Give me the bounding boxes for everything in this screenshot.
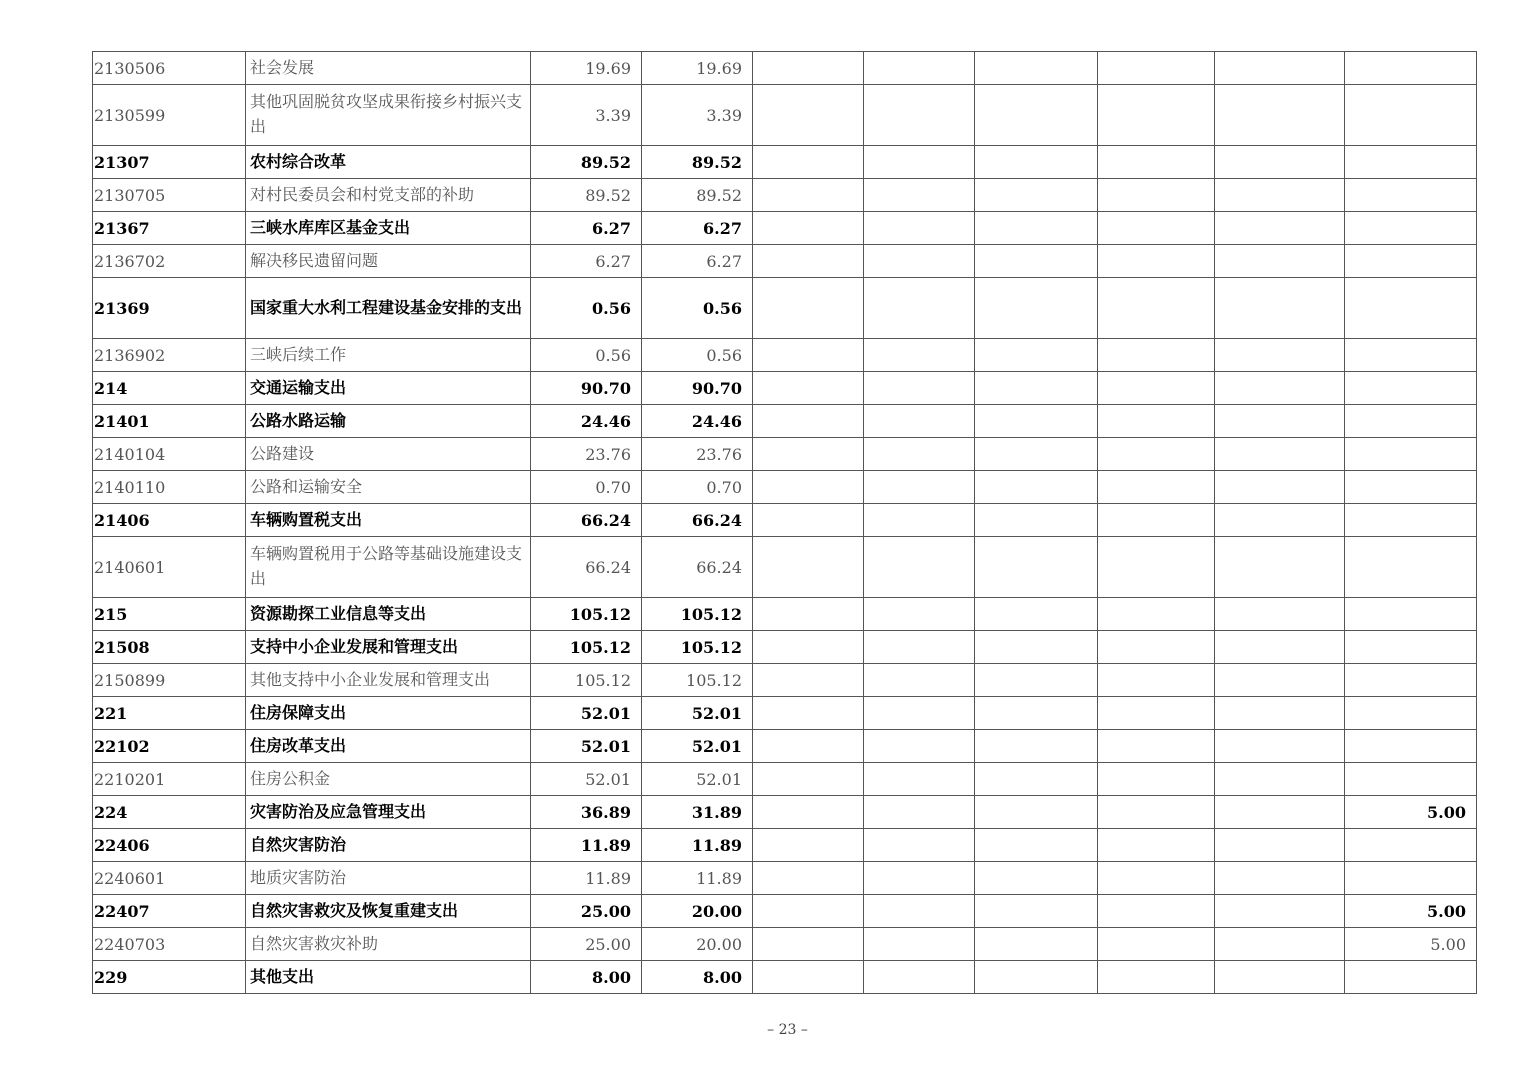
- table-row: [93, 928, 1477, 961]
- cell-total: 3.39: [531, 85, 642, 146]
- cell-col5: [753, 245, 864, 278]
- cell-basic-expenditure: 6.27: [642, 245, 753, 278]
- cell-col10: [1345, 52, 1477, 85]
- table-body: [93, 52, 1477, 994]
- cell-total: 89.52: [531, 146, 642, 179]
- cell-code: 21401: [93, 405, 246, 438]
- cell-col10: [1345, 372, 1477, 405]
- cell-col10: 5.00: [1345, 928, 1477, 961]
- cell-col8: [1098, 664, 1215, 697]
- cell-basic-expenditure: 52.01: [642, 730, 753, 763]
- cell-col6: [864, 598, 975, 631]
- cell-col9: [1215, 52, 1345, 85]
- cell-basic-expenditure: 11.89: [642, 862, 753, 895]
- table-row: [93, 405, 1477, 438]
- cell-col6: [864, 537, 975, 598]
- table-row: [93, 763, 1477, 796]
- cell-col5: [753, 339, 864, 372]
- cell-code: 215: [93, 598, 246, 631]
- cell-col8: [1098, 598, 1215, 631]
- cell-basic-expenditure: 89.52: [642, 146, 753, 179]
- table-row: [93, 598, 1477, 631]
- cell-item-name: 其他支出: [246, 961, 531, 994]
- cell-col7: [975, 631, 1098, 664]
- cell-col7: [975, 895, 1098, 928]
- cell-col9: [1215, 829, 1345, 862]
- cell-col10: [1345, 212, 1477, 245]
- cell-code: 2130599: [93, 85, 246, 146]
- cell-col5: [753, 537, 864, 598]
- cell-col10: 5.00: [1345, 895, 1477, 928]
- cell-col10: [1345, 85, 1477, 146]
- table-row: [93, 537, 1477, 598]
- cell-code: 221: [93, 697, 246, 730]
- table-row: [93, 85, 1477, 146]
- cell-col6: [864, 697, 975, 730]
- cell-code: 2150899: [93, 664, 246, 697]
- cell-col8: [1098, 372, 1215, 405]
- cell-code: 2136902: [93, 339, 246, 372]
- cell-col9: [1215, 339, 1345, 372]
- cell-col10: 5.00: [1345, 796, 1477, 829]
- cell-basic-expenditure: 0.70: [642, 471, 753, 504]
- cell-item-name: 解决移民遗留问题: [246, 245, 531, 278]
- cell-col7: [975, 212, 1098, 245]
- cell-col7: [975, 245, 1098, 278]
- cell-col10: [1345, 278, 1477, 339]
- cell-col7: [975, 598, 1098, 631]
- cell-basic-expenditure: 105.12: [642, 598, 753, 631]
- cell-col9: [1215, 212, 1345, 245]
- cell-basic-expenditure: 66.24: [642, 504, 753, 537]
- cell-code: 214: [93, 372, 246, 405]
- cell-code: 21369: [93, 278, 246, 339]
- cell-total: 52.01: [531, 763, 642, 796]
- cell-total: 0.56: [531, 339, 642, 372]
- cell-col5: [753, 763, 864, 796]
- cell-item-name: 车辆购置税用于公路等基础设施建设支出: [246, 537, 531, 598]
- cell-col6: [864, 179, 975, 212]
- cell-col10: [1345, 631, 1477, 664]
- cell-col9: [1215, 763, 1345, 796]
- cell-col10: [1345, 245, 1477, 278]
- cell-item-name: 灾害防治及应急管理支出: [246, 796, 531, 829]
- cell-col9: [1215, 85, 1345, 146]
- table-row: [93, 245, 1477, 278]
- cell-item-name: 车辆购置税支出: [246, 504, 531, 537]
- cell-total: 25.00: [531, 895, 642, 928]
- cell-col7: [975, 928, 1098, 961]
- cell-item-name: 住房保障支出: [246, 697, 531, 730]
- page-number: – 23 –: [767, 1022, 808, 1038]
- cell-col8: [1098, 537, 1215, 598]
- budget-table: [92, 51, 1477, 994]
- cell-col6: [864, 245, 975, 278]
- cell-col6: [864, 928, 975, 961]
- cell-col7: [975, 829, 1098, 862]
- cell-col10: [1345, 471, 1477, 504]
- cell-col5: [753, 895, 864, 928]
- cell-col8: [1098, 471, 1215, 504]
- cell-code: 22407: [93, 895, 246, 928]
- cell-col7: [975, 730, 1098, 763]
- cell-col9: [1215, 471, 1345, 504]
- cell-item-name: 农村综合改革: [246, 146, 531, 179]
- cell-basic-expenditure: 20.00: [642, 928, 753, 961]
- cell-col5: [753, 405, 864, 438]
- cell-col5: [753, 85, 864, 146]
- cell-col8: [1098, 697, 1215, 730]
- cell-total: 25.00: [531, 928, 642, 961]
- cell-basic-expenditure: 3.39: [642, 85, 753, 146]
- cell-col10: [1345, 763, 1477, 796]
- cell-col8: [1098, 730, 1215, 763]
- cell-col9: [1215, 862, 1345, 895]
- cell-basic-expenditure: 66.24: [642, 537, 753, 598]
- cell-col8: [1098, 405, 1215, 438]
- cell-total: 105.12: [531, 664, 642, 697]
- cell-col8: [1098, 179, 1215, 212]
- cell-item-name: 三峡水库库区基金支出: [246, 212, 531, 245]
- cell-total: 0.70: [531, 471, 642, 504]
- cell-item-name: 三峡后续工作: [246, 339, 531, 372]
- table-row: [93, 796, 1477, 829]
- cell-col10: [1345, 598, 1477, 631]
- cell-col6: [864, 212, 975, 245]
- cell-col6: [864, 664, 975, 697]
- cell-col6: [864, 471, 975, 504]
- cell-total: 8.00: [531, 961, 642, 994]
- cell-code: 2140110: [93, 471, 246, 504]
- cell-col7: [975, 405, 1098, 438]
- cell-col6: [864, 438, 975, 471]
- table-row: [93, 339, 1477, 372]
- cell-basic-expenditure: 0.56: [642, 339, 753, 372]
- cell-col6: [864, 796, 975, 829]
- cell-col7: [975, 961, 1098, 994]
- cell-col9: [1215, 961, 1345, 994]
- cell-basic-expenditure: 105.12: [642, 664, 753, 697]
- cell-code: 2140601: [93, 537, 246, 598]
- cell-col9: [1215, 664, 1345, 697]
- cell-col5: [753, 438, 864, 471]
- cell-col10: [1345, 438, 1477, 471]
- cell-col5: [753, 664, 864, 697]
- cell-col9: [1215, 438, 1345, 471]
- cell-item-name: 公路建设: [246, 438, 531, 471]
- cell-item-name: 公路水路运输: [246, 405, 531, 438]
- cell-code: 2130705: [93, 179, 246, 212]
- cell-col10: [1345, 961, 1477, 994]
- cell-item-name: 住房改革支出: [246, 730, 531, 763]
- cell-col8: [1098, 504, 1215, 537]
- cell-col8: [1098, 928, 1215, 961]
- cell-total: 66.24: [531, 537, 642, 598]
- cell-code: 21367: [93, 212, 246, 245]
- cell-col8: [1098, 146, 1215, 179]
- cell-col7: [975, 862, 1098, 895]
- cell-col8: [1098, 438, 1215, 471]
- cell-col6: [864, 85, 975, 146]
- cell-col9: [1215, 697, 1345, 730]
- cell-code: 21508: [93, 631, 246, 664]
- cell-code: 2136702: [93, 245, 246, 278]
- cell-total: 36.89: [531, 796, 642, 829]
- cell-col8: [1098, 278, 1215, 339]
- cell-total: 66.24: [531, 504, 642, 537]
- cell-col8: [1098, 829, 1215, 862]
- cell-item-name: 自然灾害防治: [246, 829, 531, 862]
- cell-item-name: 住房公积金: [246, 763, 531, 796]
- cell-col6: [864, 862, 975, 895]
- cell-col10: [1345, 730, 1477, 763]
- cell-col5: [753, 631, 864, 664]
- cell-col10: [1345, 405, 1477, 438]
- cell-col6: [864, 146, 975, 179]
- cell-col7: [975, 471, 1098, 504]
- cell-col9: [1215, 598, 1345, 631]
- cell-basic-expenditure: 52.01: [642, 697, 753, 730]
- cell-col7: [975, 52, 1098, 85]
- cell-col8: [1098, 52, 1215, 85]
- table-row: [93, 829, 1477, 862]
- cell-col9: [1215, 895, 1345, 928]
- cell-item-name: 国家重大水利工程建设基金安排的支出: [246, 278, 531, 339]
- cell-total: 24.46: [531, 405, 642, 438]
- cell-code: 2140104: [93, 438, 246, 471]
- cell-col7: [975, 438, 1098, 471]
- cell-item-name: 社会发展: [246, 52, 531, 85]
- cell-code: 224: [93, 796, 246, 829]
- cell-code: 2240703: [93, 928, 246, 961]
- cell-col8: [1098, 763, 1215, 796]
- cell-item-name: 其他支持中小企业发展和管理支出: [246, 664, 531, 697]
- cell-basic-expenditure: 89.52: [642, 179, 753, 212]
- cell-col5: [753, 796, 864, 829]
- cell-basic-expenditure: 24.46: [642, 405, 753, 438]
- cell-col9: [1215, 405, 1345, 438]
- cell-col9: [1215, 537, 1345, 598]
- cell-col5: [753, 52, 864, 85]
- cell-col6: [864, 763, 975, 796]
- cell-total: 52.01: [531, 730, 642, 763]
- cell-basic-expenditure: 31.89: [642, 796, 753, 829]
- cell-col5: [753, 372, 864, 405]
- cell-col7: [975, 504, 1098, 537]
- cell-col10: [1345, 697, 1477, 730]
- cell-total: 6.27: [531, 212, 642, 245]
- cell-col7: [975, 796, 1098, 829]
- cell-col10: [1345, 537, 1477, 598]
- cell-col5: [753, 697, 864, 730]
- table-row: [93, 895, 1477, 928]
- cell-col9: [1215, 245, 1345, 278]
- cell-col8: [1098, 961, 1215, 994]
- cell-col8: [1098, 895, 1215, 928]
- cell-col8: [1098, 339, 1215, 372]
- table-row: [93, 631, 1477, 664]
- cell-item-name: 其他巩固脱贫攻坚成果衔接乡村振兴支出: [246, 85, 531, 146]
- cell-col6: [864, 339, 975, 372]
- cell-col7: [975, 179, 1098, 212]
- cell-code: 2240601: [93, 862, 246, 895]
- cell-total: 6.27: [531, 245, 642, 278]
- cell-total: 11.89: [531, 829, 642, 862]
- cell-col6: [864, 829, 975, 862]
- cell-basic-expenditure: 52.01: [642, 763, 753, 796]
- table-row: [93, 212, 1477, 245]
- table-row: [93, 697, 1477, 730]
- cell-col5: [753, 598, 864, 631]
- table-row: [93, 372, 1477, 405]
- table-row: [93, 504, 1477, 537]
- cell-basic-expenditure: 23.76: [642, 438, 753, 471]
- cell-col9: [1215, 372, 1345, 405]
- table-row: [93, 471, 1477, 504]
- cell-col10: [1345, 504, 1477, 537]
- cell-col7: [975, 278, 1098, 339]
- cell-total: 105.12: [531, 631, 642, 664]
- cell-total: 105.12: [531, 598, 642, 631]
- cell-col6: [864, 730, 975, 763]
- table-row: [93, 438, 1477, 471]
- cell-col6: [864, 631, 975, 664]
- cell-basic-expenditure: 0.56: [642, 278, 753, 339]
- cell-total: 23.76: [531, 438, 642, 471]
- table-row: [93, 179, 1477, 212]
- cell-basic-expenditure: 6.27: [642, 212, 753, 245]
- cell-col7: [975, 372, 1098, 405]
- cell-col9: [1215, 796, 1345, 829]
- cell-col8: [1098, 862, 1215, 895]
- cell-col8: [1098, 796, 1215, 829]
- cell-basic-expenditure: 11.89: [642, 829, 753, 862]
- cell-code: 22406: [93, 829, 246, 862]
- cell-total: 19.69: [531, 52, 642, 85]
- cell-col7: [975, 339, 1098, 372]
- cell-col5: [753, 829, 864, 862]
- cell-item-name: 交通运输支出: [246, 372, 531, 405]
- cell-col5: [753, 179, 864, 212]
- cell-total: 0.56: [531, 278, 642, 339]
- cell-total: 90.70: [531, 372, 642, 405]
- cell-item-name: 支持中小企业发展和管理支出: [246, 631, 531, 664]
- cell-col7: [975, 664, 1098, 697]
- cell-code: 21406: [93, 504, 246, 537]
- cell-col6: [864, 895, 975, 928]
- cell-col7: [975, 537, 1098, 598]
- cell-col6: [864, 278, 975, 339]
- cell-col5: [753, 471, 864, 504]
- cell-total: 89.52: [531, 179, 642, 212]
- cell-basic-expenditure: 19.69: [642, 52, 753, 85]
- cell-col9: [1215, 730, 1345, 763]
- cell-basic-expenditure: 105.12: [642, 631, 753, 664]
- table-row: [93, 664, 1477, 697]
- cell-col9: [1215, 631, 1345, 664]
- cell-basic-expenditure: 90.70: [642, 372, 753, 405]
- cell-item-name: 资源勘探工业信息等支出: [246, 598, 531, 631]
- cell-col8: [1098, 631, 1215, 664]
- cell-item-name: 地质灾害防治: [246, 862, 531, 895]
- cell-item-name: 自然灾害救灾补助: [246, 928, 531, 961]
- cell-total: 11.89: [531, 862, 642, 895]
- cell-item-name: 公路和运输安全: [246, 471, 531, 504]
- cell-col5: [753, 146, 864, 179]
- cell-col10: [1345, 339, 1477, 372]
- cell-col5: [753, 730, 864, 763]
- cell-item-name: 对村民委员会和村党支部的补助: [246, 179, 531, 212]
- cell-col5: [753, 504, 864, 537]
- cell-col6: [864, 504, 975, 537]
- cell-col8: [1098, 85, 1215, 146]
- cell-total: 52.01: [531, 697, 642, 730]
- cell-code: 22102: [93, 730, 246, 763]
- cell-col8: [1098, 245, 1215, 278]
- cell-col5: [753, 212, 864, 245]
- cell-col9: [1215, 146, 1345, 179]
- cell-col6: [864, 405, 975, 438]
- cell-col9: [1215, 278, 1345, 339]
- cell-col10: [1345, 829, 1477, 862]
- table-row: [93, 278, 1477, 339]
- cell-code: 21307: [93, 146, 246, 179]
- cell-col9: [1215, 928, 1345, 961]
- cell-col7: [975, 763, 1098, 796]
- cell-col5: [753, 862, 864, 895]
- cell-col6: [864, 52, 975, 85]
- cell-col5: [753, 961, 864, 994]
- cell-col7: [975, 146, 1098, 179]
- table-row: [93, 862, 1477, 895]
- cell-basic-expenditure: 8.00: [642, 961, 753, 994]
- cell-col10: [1345, 862, 1477, 895]
- table-row: [93, 730, 1477, 763]
- table-row: [93, 146, 1477, 179]
- cell-col6: [864, 372, 975, 405]
- cell-col5: [753, 278, 864, 339]
- cell-col7: [975, 697, 1098, 730]
- cell-col10: [1345, 146, 1477, 179]
- cell-col9: [1215, 179, 1345, 212]
- cell-col10: [1345, 179, 1477, 212]
- table-row: [93, 961, 1477, 994]
- cell-item-name: 自然灾害救灾及恢复重建支出: [246, 895, 531, 928]
- cell-basic-expenditure: 20.00: [642, 895, 753, 928]
- cell-col9: [1215, 504, 1345, 537]
- cell-col8: [1098, 212, 1215, 245]
- cell-code: 229: [93, 961, 246, 994]
- table-row: [93, 52, 1477, 85]
- cell-col7: [975, 85, 1098, 146]
- cell-col6: [864, 961, 975, 994]
- cell-col10: [1345, 664, 1477, 697]
- cell-col5: [753, 928, 864, 961]
- cell-code: 2210201: [93, 763, 246, 796]
- cell-code: 2130506: [93, 52, 246, 85]
